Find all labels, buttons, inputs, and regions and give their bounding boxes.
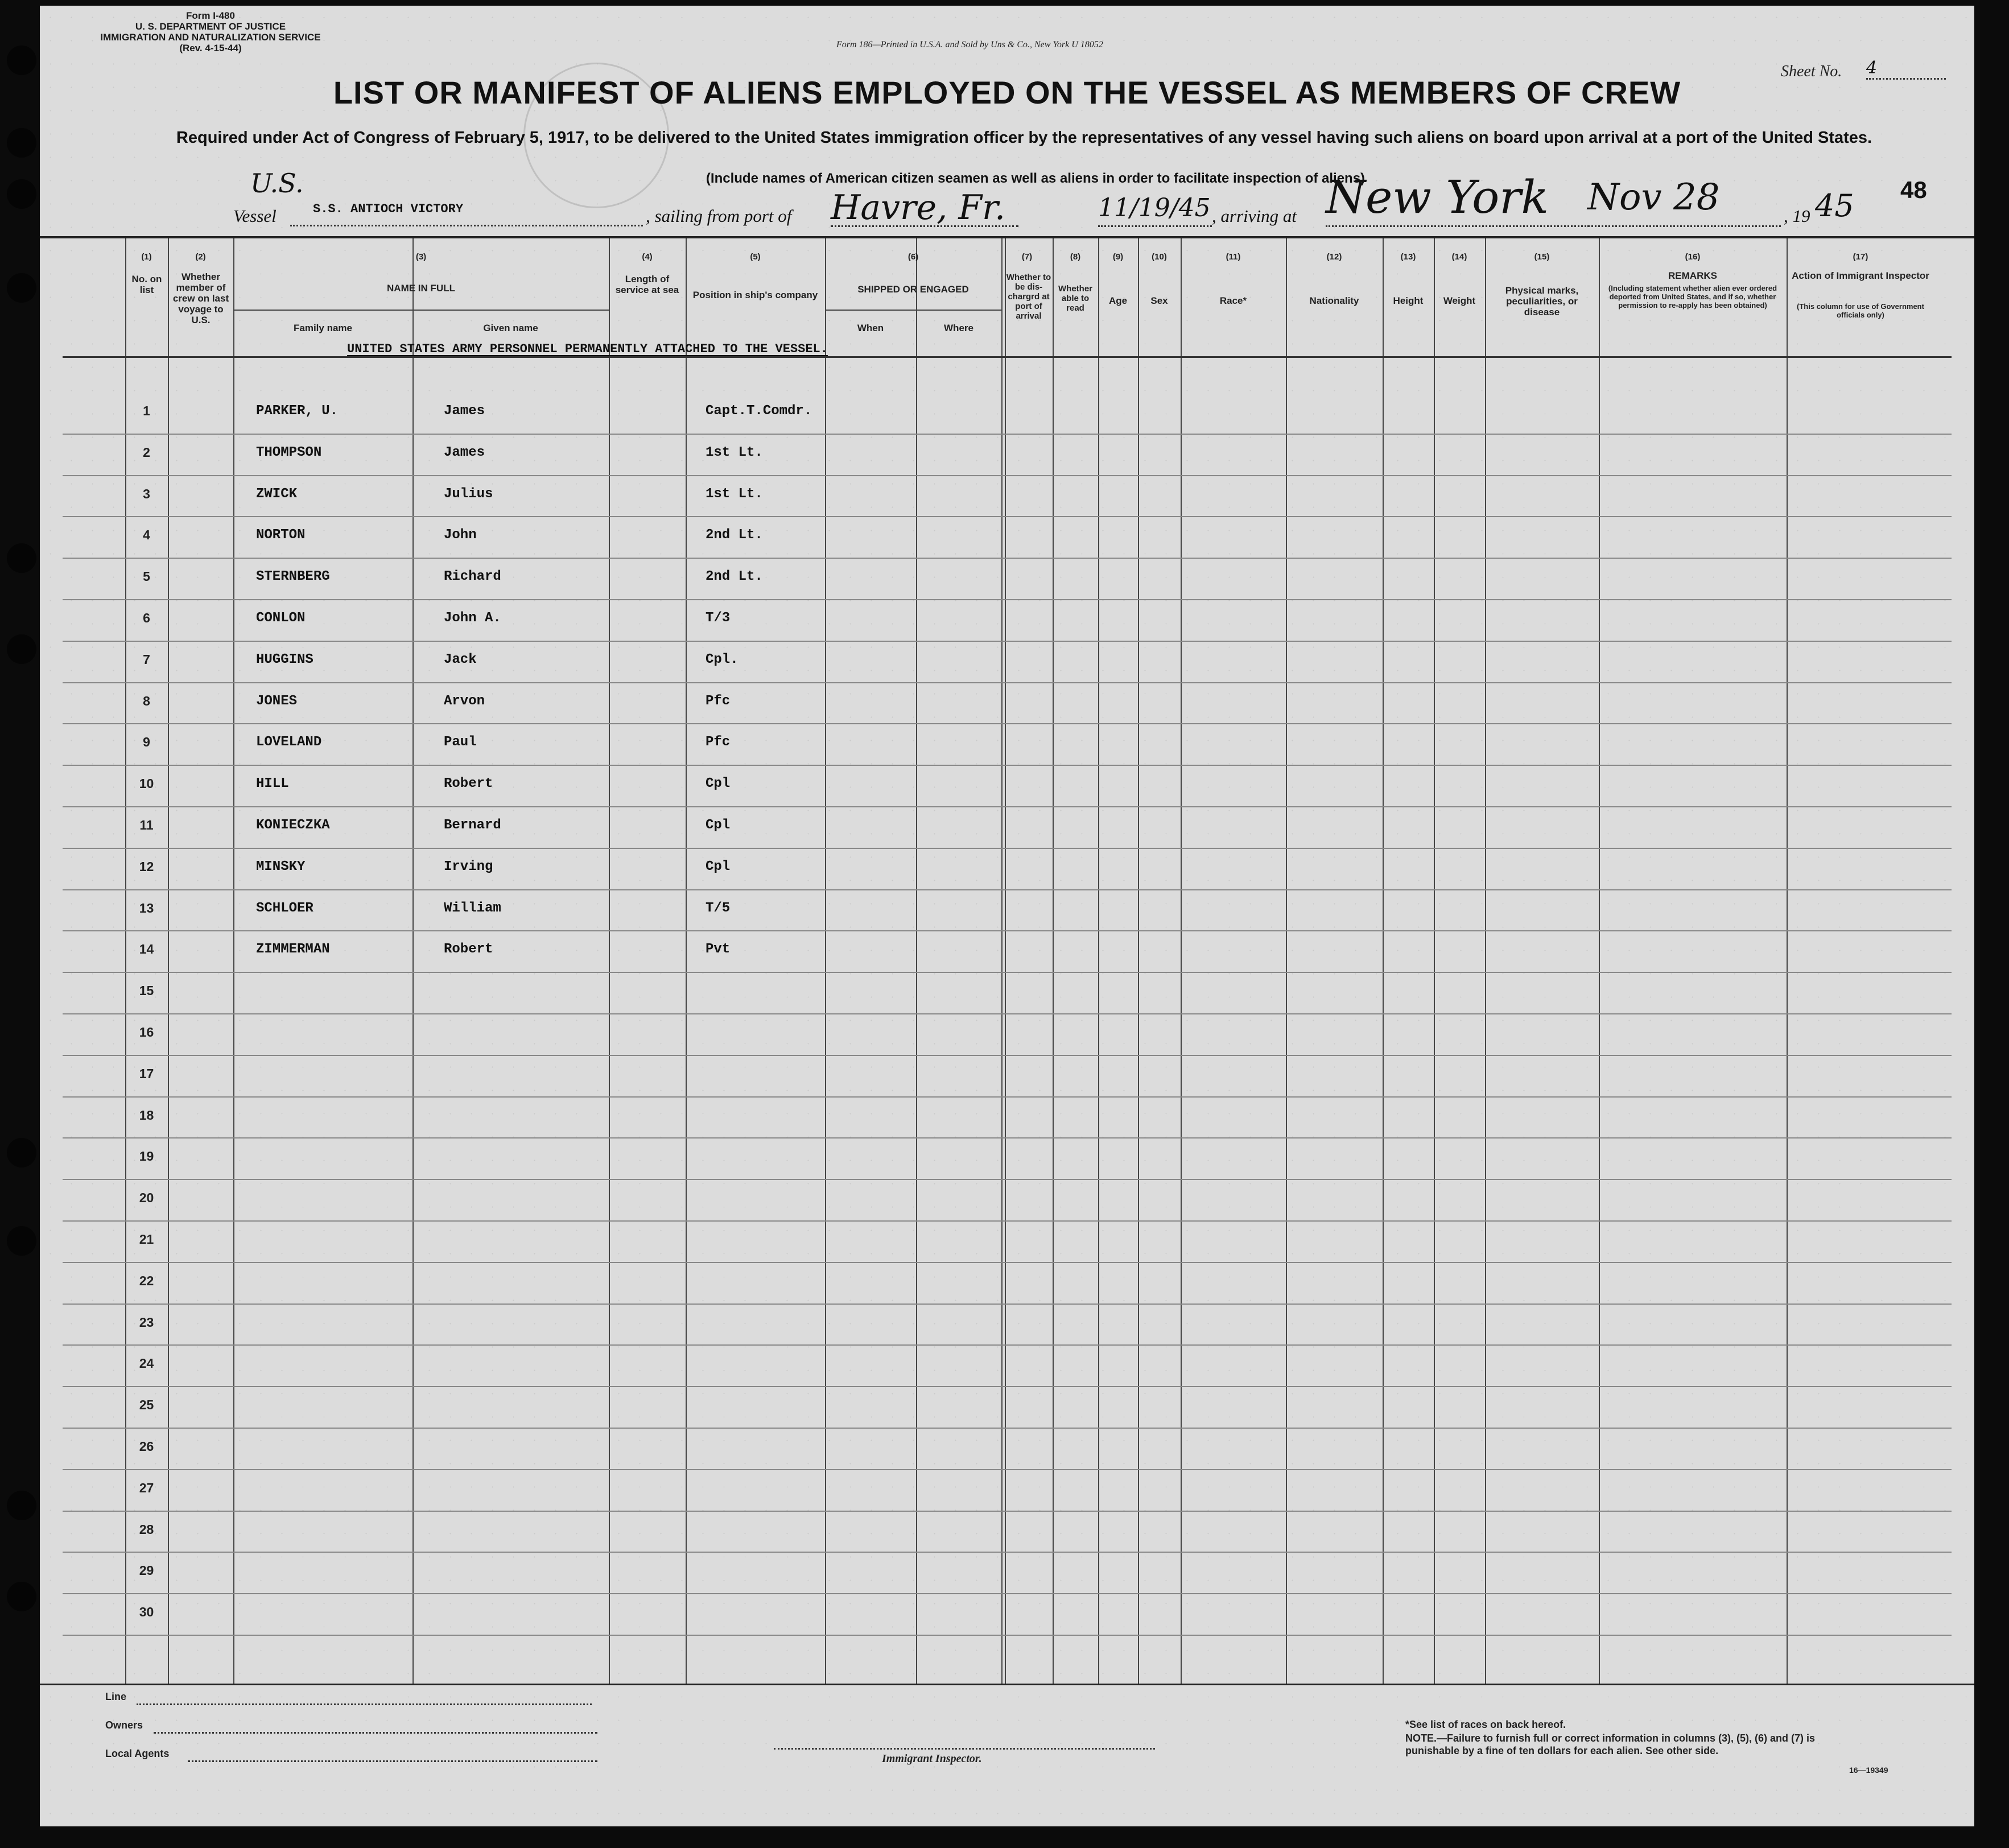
footer-owners-field [154,1719,597,1734]
row-number: 23 [139,1314,154,1330]
given-name-cell: James [444,444,485,460]
when-where-divider [916,310,917,1684]
page-title: LIST OR MANIFEST OF ALIENS EMPLOYED ON THE VESSEL AS MEMBERS OF CREW [333,75,1681,110]
family-name-cell: ZIMMERMAN [256,942,330,958]
col-divider [1485,238,1486,1684]
row-rule [63,1220,1952,1222]
inspector-label: Immigrant Inspector. [882,1752,982,1765]
row-number: 18 [139,1107,154,1123]
binder-hole [7,1138,36,1168]
position-cell: 2nd Lt. [706,527,763,543]
arriving-label: , arriving at [1212,206,1297,226]
row-rule [63,434,1952,435]
form-code: 16—19349 [1849,1766,1888,1775]
row-number: 8 [143,693,150,708]
row-rule [63,1428,1952,1429]
form-number: Form I-480 [186,10,235,21]
row-number: 15 [139,983,154,999]
binder-hole [7,1491,36,1520]
family-name-cell: NORTON [256,527,306,543]
row-number: 3 [143,486,150,501]
col-divider [1098,238,1099,1684]
col-divider [1001,238,1003,1684]
col-number: (4) [642,252,653,262]
position-cell: Pfc [706,735,731,750]
family-name-cell: HILL [256,776,289,792]
header-position: Position in ship's company [692,290,818,300]
row-rule [63,889,1952,890]
col-divider [412,238,414,1684]
required-statement: Required under Act of Congress of February 5, 1917, to be delivered to the United States immigration officer by the representatives of any vessel having such aliens on board upon arrival at a port of the United States. [176,129,1872,147]
port-from-field: Havre, Fr. [831,188,1018,227]
given-name-cell: Jack [444,651,477,667]
service-name: IMMIGRATION AND NATURALIZATION SERVICE [100,32,321,43]
footer-owners-label: Owners [105,1719,143,1731]
include-note: (Include names of American citizen seamen as well as aliens in order to facilitate inspection of aliens) [706,171,1366,186]
position-cell: Cpl [706,818,731,833]
binder-hole [7,634,36,664]
row-rule [63,1344,1952,1346]
header-given-name: Given name [483,323,538,333]
family-name-cell: MINSKY [256,859,306,874]
row-rule [63,516,1952,517]
form-revision: (Rev. 4-15-44) [179,43,242,53]
header-discharged: Whether to be dis-chargrd at port of arrival [1006,273,1051,321]
row-number: 29 [139,1563,154,1578]
row-number: 2 [143,444,150,460]
given-name-cell: Julius [444,486,493,502]
header-nationality: Nationality [1309,295,1359,306]
row-rule [63,641,1952,642]
col-divider [1434,238,1435,1684]
row-number: 13 [139,900,154,915]
header-name-in-full: NAME IN FULL [387,283,455,294]
row-number: 1 [143,403,150,418]
penalty-note: NOTE.—Failure to furnish full or correct information in columns (3), (5), (6) and (7) is punishable by a fine of ten dollars for each alien. See other side. [1405,1732,1816,1756]
shipped-subdivider [825,310,1001,311]
col-divider [1383,238,1384,1684]
binder-hole [7,1582,36,1611]
row-number: 26 [139,1439,154,1454]
header-action-inspector: Action of Immigrant Inspector [1792,270,1929,281]
inspector-signature-line [774,1741,1155,1750]
position-cell: Cpl. [706,651,739,667]
header-shipped-engaged: SHIPPED OR ENGAGED [857,284,969,295]
col-divider [1599,238,1600,1684]
row-number: 16 [139,1025,154,1040]
position-cell: 1st Lt. [706,486,763,502]
col-number: (15) [1534,252,1550,262]
sail-date-field: 11/19/45 [1098,193,1212,227]
position-cell: Cpl [706,776,731,792]
crew-table [40,236,1974,1685]
row-rule [63,1179,1952,1180]
col-divider [168,238,169,1684]
col-divider [1138,238,1139,1684]
col-divider [609,238,610,1684]
col-divider [233,238,234,1684]
family-name-cell: JONES [256,693,298,709]
family-name-cell: CONLON [256,610,306,626]
row-number: 27 [139,1480,154,1495]
col-number: (10) [1152,252,1167,262]
port-to-field: New York [1326,171,1781,227]
given-name-cell: Arvon [444,693,485,709]
header-where: Where [944,323,973,333]
header-no-on-list: No. on list [131,274,162,295]
row-rule [63,765,1952,766]
row-number: 25 [139,1397,154,1413]
footer-line-label: Line [105,1691,127,1702]
position-cell: Pvt [706,942,731,958]
row-rule [63,1262,1952,1263]
row-number: 17 [139,1066,154,1081]
footer-agents-label: Local Agents [105,1748,170,1759]
position-cell: 1st Lt. [706,444,763,460]
col-number: (2) [195,252,206,262]
footer-agents-field [188,1748,597,1762]
col-number: (8) [1070,252,1081,262]
header-length-of-service: Length of service at sea [615,274,679,295]
row-rule [63,1593,1952,1594]
given-name-cell: William [444,900,501,916]
row-number: 11 [139,818,154,832]
form-header-block [91,10,330,53]
manifest-page [40,6,1974,1826]
col-divider [1053,238,1054,1684]
header-remarks: REMARKS [1668,270,1717,281]
races-note: *See list of races on back hereof. [1405,1719,1566,1730]
position-cell: Pfc [706,693,731,709]
row-number: 6 [143,610,150,625]
row-rule [63,1386,1952,1387]
header-bottom-rule [63,356,1952,358]
col-divider [825,238,826,1684]
header-action-sub: (This column for use of Government officials only) [1797,302,1924,319]
row-number: 20 [139,1190,154,1206]
header-race: Race* [1219,295,1247,306]
given-name-cell: Richard [444,569,501,585]
col-number: (5) [750,252,761,262]
col-number: (17) [1853,252,1868,262]
binder-hole [7,179,36,209]
given-name-cell: Irving [444,859,493,874]
row-number: 4 [143,527,150,543]
position-cell: 2nd Lt. [706,569,763,585]
row-number: 9 [143,735,150,750]
vessel-prefix-handwritten: U.S. [250,168,304,199]
vessel-name-field: S.S. ANTIOCH VICTORY [290,202,643,226]
row-number: 30 [139,1604,154,1620]
page-number: 48 [1900,176,1927,203]
family-name-cell: THOMPSON [256,444,322,460]
header-able-to-read: Whether able to read [1058,284,1092,313]
row-number: 7 [143,651,150,667]
row-rule [63,599,1952,600]
col-number: (13) [1400,252,1416,262]
position-cell: Cpl [706,859,731,874]
col-divider [1286,238,1287,1684]
printer-line: Form 186—Printed in U.S.A. and Sold by Uns & Co., New York U 18052 [836,40,1103,50]
col-number: (9) [1112,252,1124,262]
given-name-cell: James [444,403,485,419]
row-rule [63,475,1952,476]
position-cell: T/3 [706,610,731,626]
row-rule [63,848,1952,849]
given-name-cell: John A. [444,610,501,626]
col-divider [1787,238,1788,1684]
row-number: 5 [143,569,150,584]
row-rule [63,1552,1952,1553]
binder-hole [7,128,36,158]
row-rule [63,1511,1952,1512]
row-rule [63,682,1952,683]
header-weight: Weight [1443,295,1476,306]
binder-hole [7,543,36,573]
header-when: When [857,323,884,333]
header-age: Age [1108,295,1128,306]
given-name-cell: Bernard [444,818,501,833]
row-number: 10 [139,776,154,791]
family-name-cell: STERNBERG [256,569,330,585]
col-number: (14) [1451,252,1467,262]
family-name-cell: SCHLOER [256,900,313,916]
arrival-date-field: Nov 28 [1587,176,1781,227]
col-number: (3) [415,252,427,262]
position-cell: Capt.T.Comdr. [706,403,812,419]
family-name-cell: PARKER, U. [256,403,339,419]
sailing-label: , sailing from port of [646,206,792,226]
binder-hole [7,46,36,75]
family-name-cell: ZWICK [256,486,298,502]
footer-line-field [137,1691,592,1705]
name-subdivider [233,310,609,311]
row-rule [63,723,1952,724]
row-number: 19 [139,1149,154,1164]
sheet-label: Sheet No. [1781,63,1842,80]
year-prefix: , 19 [1784,206,1810,226]
binder-hole [7,273,36,303]
row-rule [63,930,1952,931]
row-rule [63,558,1952,559]
row-rule [63,1096,1952,1098]
row-rule [63,1304,1952,1305]
header-height: Height [1393,295,1424,306]
row-number: 12 [139,859,154,874]
given-name-cell: Paul [444,735,477,750]
row-number: 14 [139,942,154,957]
row-rule [63,1055,1952,1056]
header-physical-marks: Physical marks, peculiarities, or disease [1505,285,1579,317]
header-sex: Sex [1150,295,1168,306]
family-name-cell: KONIECZKA [256,818,330,833]
col-number: (1) [141,252,152,262]
col-number: (7) [1021,252,1033,262]
row-rule [63,1635,1952,1636]
col-number: (11) [1226,252,1241,262]
col-number: (6) [907,252,919,262]
row-rule [63,1137,1952,1138]
row-rule [63,1013,1952,1014]
row-rule [63,1469,1952,1470]
header-remarks-sub: (Including statement whether alien ever ordered deported from United States, and if so, whether permission to re-apply has been obtained) [1608,284,1777,310]
row-rule [63,806,1952,807]
given-name-cell: Robert [444,942,493,958]
given-name-cell: Robert [444,776,493,792]
row-number: 28 [139,1521,154,1537]
binder-hole [7,1226,36,1256]
sheet-number: 4 [1866,58,1946,80]
section-heading: UNITED STATES ARMY PERSONNEL PERMANENTLY ATTACHED TO THE VESSEL. [347,342,828,356]
header-last-voyage: Whether member of crew on last voyage to U.S. [172,271,229,325]
col-number: (16) [1685,252,1701,262]
given-name-cell: John [444,527,477,543]
row-rule [63,972,1952,973]
year-field: 45 [1815,188,1854,224]
family-name-cell: HUGGINS [256,651,313,667]
position-cell: T/5 [706,900,731,916]
row-number: 24 [139,1356,154,1371]
col-number: (12) [1326,252,1342,262]
department-name: U. S. DEPARTMENT OF JUSTICE [135,21,286,32]
header-family-name: Family name [294,323,352,333]
col-divider [686,238,687,1684]
row-number: 21 [139,1232,154,1247]
col-divider [1181,238,1182,1684]
family-name-cell: LOVELAND [256,735,322,750]
vessel-label: Vessel [233,206,277,226]
row-number: 22 [139,1273,154,1288]
